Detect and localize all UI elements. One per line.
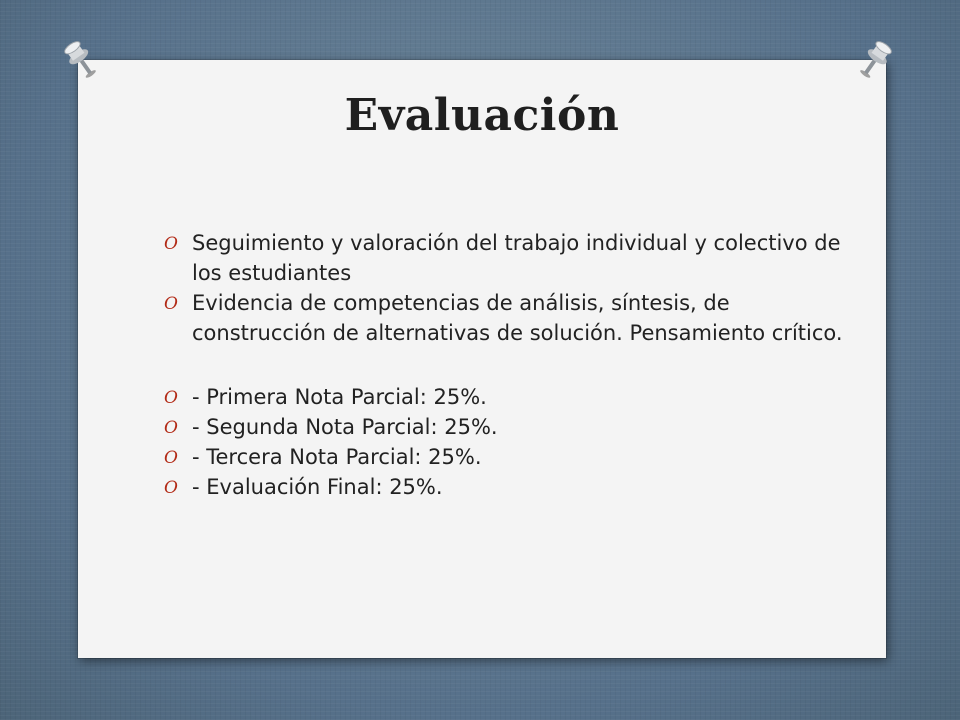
bullet-marker-icon: O bbox=[164, 418, 178, 438]
bullet-item bbox=[164, 442, 864, 472]
bullet-item bbox=[164, 412, 864, 442]
bullet-marker-icon: O bbox=[164, 448, 178, 468]
bullet-item bbox=[164, 382, 864, 412]
slide-title: Evaluación bbox=[344, 90, 620, 141]
bullet-list bbox=[164, 228, 864, 502]
bullet-marker-icon: O bbox=[164, 234, 178, 254]
bullet-item bbox=[164, 288, 864, 348]
slide-card bbox=[78, 60, 886, 658]
bullet-text: Evidencia de competencias de análisis, síntesis, de construcción de alternativas de solución. Pensamiento crítico. bbox=[192, 291, 843, 345]
bullet-text: Seguimiento y valoración del trabajo individual y colectivo de los estudiantes bbox=[192, 231, 841, 285]
bullet-marker-icon: O bbox=[164, 388, 178, 408]
bullet-marker-icon: O bbox=[164, 294, 178, 314]
bullet-text: - Tercera Nota Parcial: 25%. bbox=[192, 445, 482, 469]
bullet-item bbox=[164, 228, 864, 288]
bullet-text: - Segunda Nota Parcial: 25%. bbox=[192, 415, 498, 439]
bullet-marker-icon: O bbox=[164, 478, 178, 498]
bullet-text: - Evaluación Final: 25%. bbox=[192, 475, 443, 499]
bullet-text: - Primera Nota Parcial: 25%. bbox=[192, 385, 487, 409]
bullet-item bbox=[164, 472, 864, 502]
